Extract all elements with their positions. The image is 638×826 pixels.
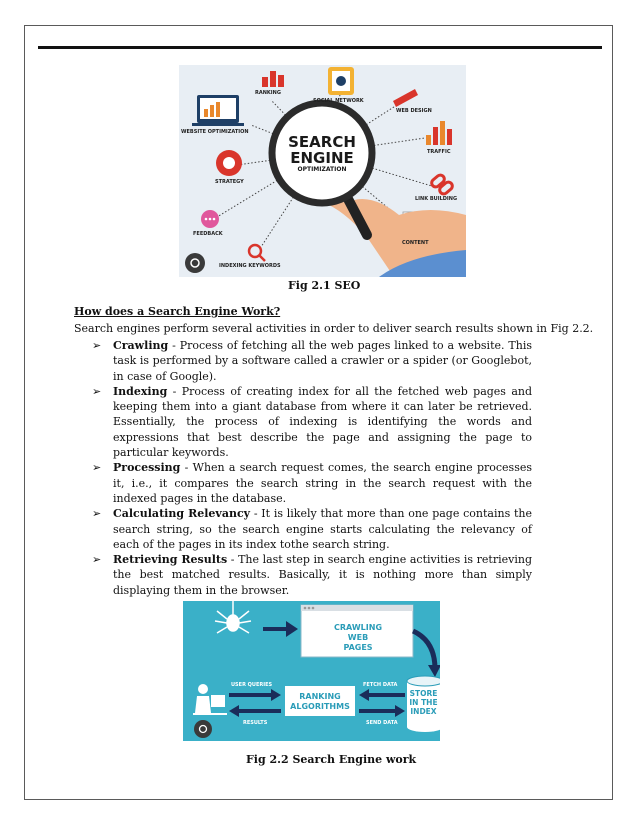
search-engine-diagram <box>183 601 440 741</box>
results-label: RESULTS <box>243 720 268 726</box>
lens-badge <box>194 720 212 738</box>
list-item <box>92 460 532 506</box>
bullet-term: Retrieving Results <box>113 553 228 567</box>
top-rule <box>38 46 602 49</box>
search-engine-graphic <box>183 601 440 741</box>
website-optimization-icon <box>192 95 244 126</box>
bullet-text: - Process of creating index for all the fetched web pages and keeping them into a giant database from where it can later be retrieved. Essentially, the process of indexing is identifying the words and expressions that best describe the page and assigning the page to particular keywords. <box>113 384 532 460</box>
arrow-bullet-icon: ➢ <box>92 461 102 475</box>
label-social-network: SOCIAL NETWORK <box>313 98 364 104</box>
seo-title-line1: SEARCH <box>288 133 356 151</box>
web-design-icon <box>393 89 418 107</box>
bullet-text: - The last step in search engine activities is retrieving the best matched results. Basically, it is nothing more than simply displaying them in the browser. <box>113 553 532 597</box>
section-heading: How does a Search Engine Work? <box>74 305 281 318</box>
strategy-icon <box>216 150 242 176</box>
send-data-label: SEND DATA <box>366 720 398 726</box>
label-ranking: RANKING <box>255 90 281 96</box>
arrow-bullet-icon: ➢ <box>92 507 102 521</box>
label-content: CONTENT <box>402 240 429 246</box>
seo-figure <box>179 65 466 277</box>
bullet-text: - Process of fetching all the web pages linked to a website. This task is performed by a software called a crawler or a spider (or Googlebot, in case of Google). <box>113 339 532 383</box>
section-intro: Search engines perform several activities in order to deliver search results shown in Fig 2.2. <box>74 322 594 335</box>
label-indexing-keywords: INDEXING KEYWORDS <box>219 263 281 269</box>
list-item <box>92 506 532 552</box>
bullet-term: Crawling <box>113 339 169 352</box>
traffic-icon <box>426 121 452 145</box>
bullet-term: Calculating Relevancy <box>113 507 251 521</box>
store-label-line2: IN THE <box>409 698 438 707</box>
ranking-label-line2: ALGORITHMS <box>290 702 350 711</box>
user-queries-label: USER QUERIES <box>231 682 273 688</box>
label-strategy: STRATEGY <box>215 179 244 185</box>
bullet-text: - It is likely that more than one page contains the search string, so the search engine starts calculating the relevancy of each of the pages in its index tothe search string. <box>113 507 533 551</box>
arrow-bullet-icon: ➢ <box>92 339 102 352</box>
social-network-icon <box>328 67 354 95</box>
crawling-label-line2: WEB PAGES <box>343 633 373 652</box>
label-feedback: FEEDBACK <box>193 231 223 237</box>
list-item <box>92 384 532 460</box>
link-building-icon <box>430 173 454 195</box>
activity-list <box>92 338 532 598</box>
bullet-term: Indexing <box>113 384 168 398</box>
crawling-label-line1: CRAWLING <box>333 623 383 632</box>
arrow-bullet-icon: ➢ <box>92 384 102 398</box>
feedback-icon <box>201 210 219 228</box>
label-web-design: WEB DESIGN <box>396 108 432 114</box>
fetch-data-label: FETCH DATA <box>363 682 398 688</box>
store-label-line3: INDEX <box>410 707 437 716</box>
spider-icon <box>215 601 251 633</box>
list-item <box>92 338 532 384</box>
label-link-building: LINK BUILDING <box>415 196 458 202</box>
label-website-optimization: WEBSITE OPTIMIZATION <box>181 129 249 135</box>
figure1-caption: Fig 2.1 SEO <box>288 279 361 292</box>
lens-badge <box>185 253 205 273</box>
ranking-icon <box>262 71 284 87</box>
seo-title-line2: ENGINE <box>290 149 354 167</box>
label-traffic: TRAFFIC <box>427 149 451 155</box>
list-item <box>92 552 532 598</box>
store-label-line1: STORE <box>409 689 438 698</box>
bullet-term: Processing <box>113 461 181 475</box>
seo-subtitle: OPTIMIZATION <box>297 166 347 173</box>
figure2-caption: Fig 2.2 Search Engine work <box>246 753 417 766</box>
arrow-bullet-icon: ➢ <box>92 553 102 567</box>
ranking-label-line1: RANKING <box>299 692 341 701</box>
user-computer-icon <box>193 684 227 715</box>
indexing-keywords-icon <box>249 245 265 261</box>
bullet-text: - When a search request comes, the search engine processes it, i.e., it compares the search string in the search request with the indexed pages in the database. <box>113 461 532 505</box>
